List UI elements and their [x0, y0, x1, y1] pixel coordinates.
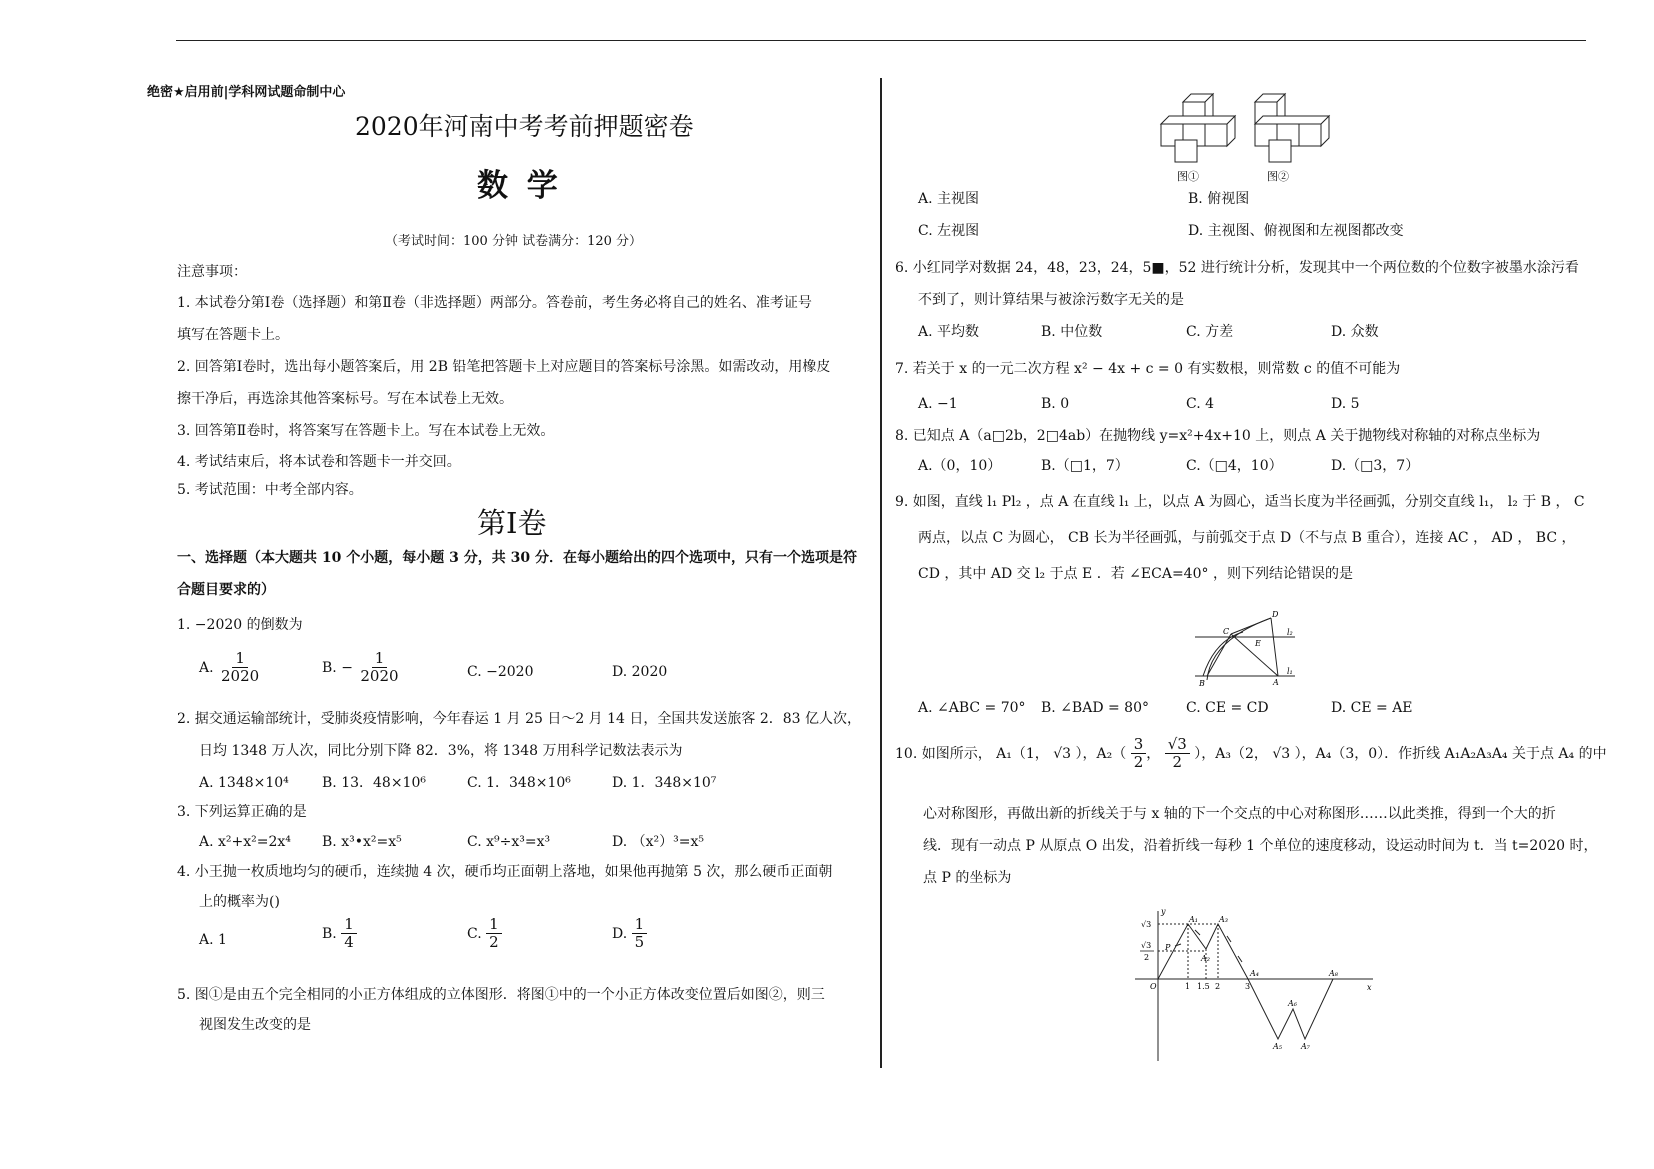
note-1a: 1. 本试卷分第Ⅰ卷（选择题）和第Ⅱ卷（非选择题）两部分。答卷前，考生务必将自己的姓名、准考证号	[177, 295, 812, 311]
q5-option-d: D. 主视图、俯视图和左视图都改变	[1188, 223, 1404, 239]
q9-line3: CD ，其中 AD 交 l₂ 于点 E ．若 ∠ECA=40° ，则下列结论错误的是	[918, 566, 1353, 582]
q9-label-a: A	[1273, 678, 1279, 687]
q2-option-b: B. 13．48×10⁶	[322, 775, 426, 791]
q1-option-c: C. −2020	[467, 664, 534, 680]
q7-option-d: D. 5	[1331, 396, 1360, 412]
q10-line2: 心对称图形，再做出新的折线关于与 x 轴的下一个交点的中心对称图形……以此类推，得到一个大的折	[923, 806, 1556, 822]
note-4: 4. 考试结束后，将本试卷和答题卡一并交回。	[177, 454, 461, 470]
q2-line1: 2. 据交通运输部统计，受肺炎疫情影响，今年春运 1 月 25 日～2 月 14 日，全国共发送旅客 2．83 亿人次，	[177, 711, 862, 727]
q10-label-o: O	[1150, 982, 1157, 991]
q10-label-a8: A₈	[1329, 969, 1338, 978]
q10-x-num: 3	[1131, 736, 1147, 754]
q10-tick-15: 1.5	[1197, 982, 1210, 991]
q4-b-label: B.	[322, 925, 337, 942]
q1-b-label: B. −	[322, 659, 353, 676]
q10-line4: 点 P 的坐标为	[923, 870, 1012, 886]
q9-segment-cd	[1231, 618, 1271, 634]
q8-option-d: D.（□3，7）	[1331, 458, 1420, 474]
q1-b-fraction	[357, 650, 401, 686]
q10-label-a3: A₃	[1219, 915, 1228, 924]
volume-title: 第Ⅰ卷	[477, 506, 547, 540]
q1-option-a	[199, 650, 262, 686]
q4-c-num: 1	[486, 916, 502, 934]
q10-line1-pre: 10. 如图所示， A₁（1， √3 ），A₂（	[895, 745, 1127, 762]
q4-b-num: 1	[341, 916, 357, 934]
q1-option-b	[322, 650, 402, 686]
note-5: 5. 考试范围：中考全部内容。	[177, 482, 363, 498]
q1-b-den: 2020	[360, 667, 399, 686]
q6-option-a: A. 平均数	[918, 324, 980, 340]
q4-option-a: A. 1	[199, 932, 227, 948]
notes-heading: 注意事项：	[177, 264, 247, 280]
q4-line1: 4. 小王抛一枚质地均匀的硬币，连续抛 4 次，硬币均正面朝上落地，如果他再抛第 5 次，那么硬币正面朝	[177, 864, 833, 880]
q7-option-c: C. 4	[1186, 396, 1215, 412]
q9-label-d: D	[1272, 610, 1279, 619]
secret-label: 绝密★启用前|学科网试题命制中心	[147, 85, 346, 100]
q9-line1: 9. 如图，直线 l₁ Pl₂ ，点 A 在直线 l₁ 上，以点 A 为圆心，适当长度为半径画弧，分别交直线 l₁， l₂ 于 B ， C	[895, 494, 1585, 510]
q10-x-fraction	[1131, 736, 1147, 772]
q4-d-den: 5	[634, 933, 645, 952]
section1-line1: 一、选择题（本大题共 10 个小题，每小题 3 分，共 30 分．在每小题给出的四个选项中，只有一个选项是符	[177, 550, 857, 566]
q9-label-l2: l₂	[1287, 628, 1293, 637]
q4-c-fraction	[486, 916, 502, 952]
q3-stem: 3. 下列运算正确的是	[177, 804, 307, 820]
q4-d-fraction	[632, 916, 648, 952]
q9-arc-1	[1207, 618, 1271, 680]
section1-line2: 合题目要求的）	[177, 582, 275, 598]
note-2a: 2. 回答第Ⅰ卷时，选出每小题答案后，用 2B 铅笔把答题卡上对应题目的答案标号涂黑。如需改动，用橡皮	[177, 359, 831, 375]
q1-b-num: 1	[372, 650, 388, 668]
q10-line1: 10. 如图所示， A₁（1， √3 ），A₂（ $\frac{3}{2}$ ， $\frac{√3}{2}$ ），A₃（2， √3 ），A₄（3，0）．作折线 A₁A₂A₃A₄ 关于点 A₄ 的中	[895, 735, 1607, 772]
q10-label-a4: A₄	[1250, 969, 1259, 978]
q2-option-a: A. 1348×10⁴	[199, 775, 289, 791]
q5-fig1-label: 图①	[1177, 170, 1199, 183]
q4-option-d	[612, 916, 647, 952]
q9-option-c: C. CE = CD	[1186, 700, 1269, 716]
q7-stem: 7. 若关于 x 的一元二次方程 x² − 4x + c = 0 有实数根，则常数 c 的值不可能为	[895, 361, 1401, 377]
q6-option-c: C. 方差	[1186, 324, 1234, 340]
q10-figure	[1123, 906, 1383, 1076]
q10-x-den: 2	[1133, 753, 1144, 772]
q4-option-c	[467, 916, 502, 952]
q5-line1: 5. 图①是由五个完全相同的小正方体组成的立体图形．将图①中的一个小正方体改变位置后如图②，则三	[177, 987, 825, 1003]
q10-label-sqrt3: √3	[1141, 920, 1152, 929]
q5-option-a: A. 主视图	[918, 191, 980, 207]
q1-option-d: D. 2020	[612, 664, 668, 680]
q3-option-a: A. x²+x²=2x⁴	[199, 834, 291, 850]
q5-line2: 视图发生改变的是	[199, 1017, 311, 1033]
note-3: 3. 回答第Ⅱ卷时，将答案写在答题卡上。写在本试卷上无效。	[177, 423, 555, 439]
q10-tick-3: 3	[1245, 982, 1251, 991]
q4-b-fraction	[341, 916, 357, 952]
q10-label-a7: A₇	[1301, 1042, 1310, 1051]
q6-line1: 6. 小红同学对数据 24，48，23，24，5■，52 进行统计分析，发现其中一个两位数的个位数字被墨水涂污看	[895, 260, 1579, 276]
q4-d-num: 1	[632, 916, 648, 934]
q10-y-den: 2	[1172, 753, 1183, 772]
q9-label-b: B	[1199, 679, 1205, 688]
q1-a-den: 2020	[221, 667, 260, 686]
q10-label-a2: A₂	[1201, 954, 1210, 963]
q9-option-b: B. ∠BAD = 80°	[1041, 700, 1149, 716]
q10-tick-1: 1	[1185, 982, 1191, 991]
exam-info: （考试时间：100 分钟 试卷满分：120 分）	[385, 234, 643, 249]
q5-fig2-label: 图②	[1267, 170, 1289, 183]
q8-option-b: B.（□1，7）	[1041, 458, 1129, 474]
q4-option-b	[322, 916, 357, 952]
q4-b-den: 4	[344, 933, 354, 952]
exam-title: 2020年河南中考考前押题密卷	[355, 112, 694, 141]
q9-line2: 两点，以点 C 为圆心， CB 长为半径画弧，与前弧交于点 D（不与点 B 重合），连接 AC ， AD ， BC ，	[918, 530, 1576, 546]
q3-option-b: B. x³•x²=x⁵	[322, 834, 402, 850]
q10-label-half-den: 2	[1144, 953, 1150, 962]
q6-option-d: D. 众数	[1331, 324, 1379, 340]
q5-figure-1	[1161, 94, 1235, 162]
q10-label-x: x	[1367, 983, 1372, 992]
q10-y-num: √3	[1165, 736, 1190, 754]
q5-figure-2	[1255, 94, 1329, 162]
q9-option-d: D. CE = AE	[1331, 700, 1413, 716]
q8-stem: 8. 已知点 A（a□2b，2□4ab）在抛物线 y=x²+4x+10 上，则点 A 关于抛物线对称轴的对称点坐标为	[895, 428, 1541, 444]
q2-option-d: D. 1．348×10⁷	[612, 775, 717, 791]
q4-d-label: D.	[612, 925, 628, 942]
q10-y-fraction	[1165, 736, 1190, 772]
q3-option-d: D. （x²）³=x⁵	[612, 834, 704, 850]
q10-line1-mid: ），A₃（2， √3 ），A₄（3，0）．作折线 A₁A₂A₃A₄ 关于点 A₄ 的中	[1194, 745, 1607, 762]
q10-label-a5: A₅	[1273, 1042, 1282, 1051]
q4-c-den: 2	[489, 933, 499, 952]
q10-label-a1: A₁	[1189, 915, 1198, 924]
q4-c-label: C.	[467, 925, 482, 942]
q9-label-l1: l₁	[1287, 667, 1293, 676]
q10-label-a6: A₆	[1288, 999, 1297, 1008]
q6-option-b: B. 中位数	[1041, 324, 1103, 340]
note-1b: 填写在答题卡上。	[177, 327, 289, 343]
q10-label-half-num: √3	[1141, 941, 1152, 950]
q7-option-b: B. 0	[1041, 396, 1070, 412]
q7-option-a: A. −1	[918, 396, 958, 412]
q1-a-fraction	[218, 650, 262, 686]
header-rule	[176, 40, 1586, 41]
q8-option-c: C.（□4，10）	[1186, 458, 1283, 474]
q5-option-b: B. 俯视图	[1188, 191, 1250, 207]
q2-option-c: C. 1．348×10⁶	[467, 775, 571, 791]
q1-a-num: 1	[232, 650, 248, 668]
q4-line2: 上的概率为()	[199, 894, 280, 910]
q10-line3: 线．现有一动点 P 从原点 O 出发，沿着折线一每秒 1 个单位的速度移动，设运动时间为 t．当 t=2020 时，	[923, 838, 1598, 854]
column-divider	[880, 78, 882, 1068]
q10-label-p: P	[1165, 943, 1171, 952]
q8-option-a: A.（0，10）	[918, 458, 1002, 474]
q9-figure	[1193, 610, 1303, 692]
q3-option-c: C. x⁹÷x³=x³	[467, 834, 551, 850]
q9-label-e: E	[1255, 639, 1261, 648]
q9-segment-ad	[1271, 618, 1278, 676]
q5-cube-figures	[1155, 90, 1345, 190]
q6-line2: 不到了，则计算结果与被涂污数字无关的是	[918, 292, 1184, 308]
q1-stem: 1. −2020 的倒数为	[177, 617, 303, 633]
q10-tick-2: 2	[1215, 982, 1221, 991]
note-2b: 擦干净后，再选涂其他答案标号。写在本试卷上无效。	[177, 391, 513, 407]
q1-a-label: A.	[199, 659, 214, 676]
q5-option-c: C. 左视图	[918, 223, 980, 239]
subject-title: 数 学	[477, 168, 562, 204]
q9-segment-bc	[1207, 634, 1231, 676]
q9-option-a: A. ∠ABC = 70°	[918, 700, 1026, 716]
q9-label-c: C	[1223, 627, 1230, 636]
q2-line2: 日均 1348 万人次，同比分别下降 82．3%，将 1348 万用科学记数法表示为	[199, 743, 683, 759]
q10-label-y: y	[1161, 907, 1166, 916]
